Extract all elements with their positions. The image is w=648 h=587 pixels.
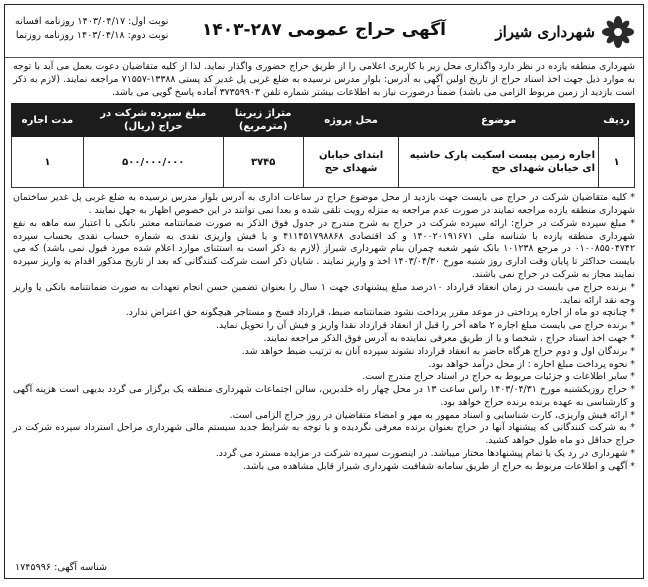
conditions-list xyxy=(5,192,643,473)
table-header-row xyxy=(12,104,635,137)
auction-table xyxy=(11,103,635,188)
col-row-number: ردیف xyxy=(599,104,635,137)
condition-item: * مبلغ سپرده شرکت در حراج: ارائه سپرده شرکت در حراج به شرح مندرج در جدول فوق الذکر به صورت ضمانتنامه معتبر بانکی با اعتبار سه ماهه به نفع شهرداری منطقه یازده با شناسه ملی ۱۴۰۰۲۰۱۹۱۶۷۱ و کد اقتصادی ۴۱۱۴۵۱۷۹۸۸۶۸ و یا فیش واریزی نقدی به شماره حساب نقدی بحساب سپرده ۰۱۰۰۸۵۵۰۴۷۴۲ در مرجع ۱۰۱۲۳۸ بانک شهر شعبه چمران بنام شهرداری شیراز (لازم به ذکر است به استثنای موارد اعلام شده مورد قبول نمی باشد) که می بایست حداکثر تا پایان وقت اداری روز شنبه مورخ ۱۴۰۳/۰۴/۳۰ اخذ و واریز نمایند . شایان ذکر است شرکت کنندگانی که بعد از تاریخ مذکور اقدام به واریز سپرده نمایند مجاز به شرکت در حراج نمی باشند. xyxy=(13,217,635,281)
condition-item: * برنده حراج می بایست در زمان انعقاد قرارداد ۱۰درصد مبلغ پیشنهادی جهت ۱ سال را بعنوان تضمین حسن انجام تعهدات به صورت ضمانتنامه بانکی یا واریز وجه نقد ارائه نماید. xyxy=(13,281,636,306)
condition-item: * چنانچه دو ماه از اجاره پرداختی در موعد مقرر پرداخت نشود ضمانتنامه ضبط، قرارداد فسخ و مستاجر هیچگونه حق اعتراض ندارد. xyxy=(125,307,635,319)
col-location: محل پروژه xyxy=(303,104,399,137)
cell-subject: اجاره زمین پیست اسکیت پارک حاشیه ای خیابان شهدای حج xyxy=(399,137,599,188)
col-subject: موضوع xyxy=(399,104,599,137)
notice-title: آگهی حراج عمومی ۲۸۷-۱۴۰۳ xyxy=(202,20,446,40)
condition-item: * ارائه فیش واریزی، کارت شناسایی و اسناد ممهور به مهر و امضاء متقاضیان در روز حراج الزامی است. xyxy=(229,409,635,421)
condition-item: * آگهی و اطلاعات مربوط به حراج از طریق سامانه شفافیت شهرداری شیراز قابل مشاهده می باشد. xyxy=(242,460,635,472)
condition-item: * جهت اخذ اسناد حراج ، شخصا و یا از طریق معرفی نماینده به آدرس فوق الذکر مراجعه نمایند. xyxy=(263,332,635,344)
cell-deposit: ۵۰۰/۰۰۰/۰۰۰ xyxy=(83,137,223,188)
condition-item: * شهرداری در رد یک یا تمام پیشنهادها مختار میباشد. در اینصورت سپرده شرکت در مزایده مسترد می گردد. xyxy=(215,447,635,459)
condition-item: * به شرکت کنندگانی که پیشنهاد آنها در حراج بعنوان برنده معرفی نگردیده و با توجه به شرایط جدید سیستم مالی شهرداری مراحل استرداد سپرده شرکت در حراج حداقل دو ماه طول خواهد کشید. xyxy=(13,422,635,447)
condition-item: * برنده حراج می بایست مبلغ اجاره ۲ ماهه آخر را قبل از انعقاد قرارداد نقدا واریز و فیش آن را تحویل نماید. xyxy=(216,320,635,332)
col-deposit: مبلغ سپرده شرکت در حراج (ریال) xyxy=(83,104,223,137)
condition-item: * حراج روزیکشنبه مورخ ۱۴۰۳/۰۴/۳۱ راس ساعت ۱۳ در محل چهار راه خلدبرین، سالن اجتماعات شهرداری منطقه یک برگزار می گردد بدیهی است هزینه آگهی و کارشناسی به عهده برنده برنده حراج خواهد بود. xyxy=(13,384,635,408)
notice-header xyxy=(5,5,643,58)
condition-item: * برندگان اول و دوم حراج هرگاه حاضر به انعقاد قرارداد نشوند سپرده آنان به ترتیب ضبط خواهد شد. xyxy=(241,345,635,357)
cell-lease-term: ۱ xyxy=(12,137,84,188)
cell-row-number: ۱ xyxy=(599,137,635,188)
col-area: متراژ زیربنا (مترمربع) xyxy=(223,104,303,137)
notice-id: شناسه آگهی: ۱۷۴۵۹۹۶ xyxy=(15,561,108,573)
col-lease-term: مدت اجاره xyxy=(12,104,84,137)
table-row xyxy=(12,137,635,188)
logo-text: شهرداری شیراز xyxy=(495,22,595,41)
condition-item: * کلیه متقاضیان شرکت در حراج می بایست جهت بازدید از محل موضوع حراج در ساعات اداری به آدرس بلوار مدرس نرسیده به ضلع غربی پل غدیر ساختمان شهرداری منطقه یازده مراجعه نمایند در صورت عدم مراجعه به منزله رویت تلقی شده و بعدا نمی توانند در این خصوص اظهار به جهل نمایند . xyxy=(13,192,635,217)
auction-notice xyxy=(4,4,644,579)
cell-area: ۳۷۴۵ xyxy=(223,137,303,188)
cell-location: ابتدای خیابان شهدای حج xyxy=(303,137,399,188)
condition-item: * نحوه پرداخت مبلغ اجاره : از محل درآمد خواهد بود. xyxy=(428,358,635,370)
date-second: نوبت دوم: ۱۴۰۳/۰۴/۱۸ روزنامه روزنما xyxy=(15,30,169,42)
date-first: نوبت اول: ۱۴۰۳/۰۴/۱۷ روزنامه افسانه xyxy=(15,16,169,27)
publication-dates xyxy=(15,15,168,44)
intro-paragraph: شهرداری منطقه یازده در نظر دارد واگذاری محل زیر با کاربری اعلامی را از طریق حراج حضوری واگذار نماید. لذا از کلیه متقاضیان دعوت بعمل می آید با توجه به موارد ذیل جهت اخذ اسناد حراج از تاریخ اولین آگهی به آدرس: بلوار مدرس نرسیده به ضلع غربی پل غدیر کد پستی ۱۳۳۸۸-۷۱۵۵۷ مراجعه نمایند. (لازم به ذکر است بازدید از زمین مربوط الزامی می باشد) ضمناً درصورت نیاز به اطلاعات بیشتر شماره تلفن ۳۷۳۵۹۹۰۳ آماده پاسخ گویی می باشد. xyxy=(13,61,635,98)
condition-item: * سایر اطلاعات و جزئیات مربوط به حراج در اسناد حراج مندرج است. xyxy=(362,371,635,383)
